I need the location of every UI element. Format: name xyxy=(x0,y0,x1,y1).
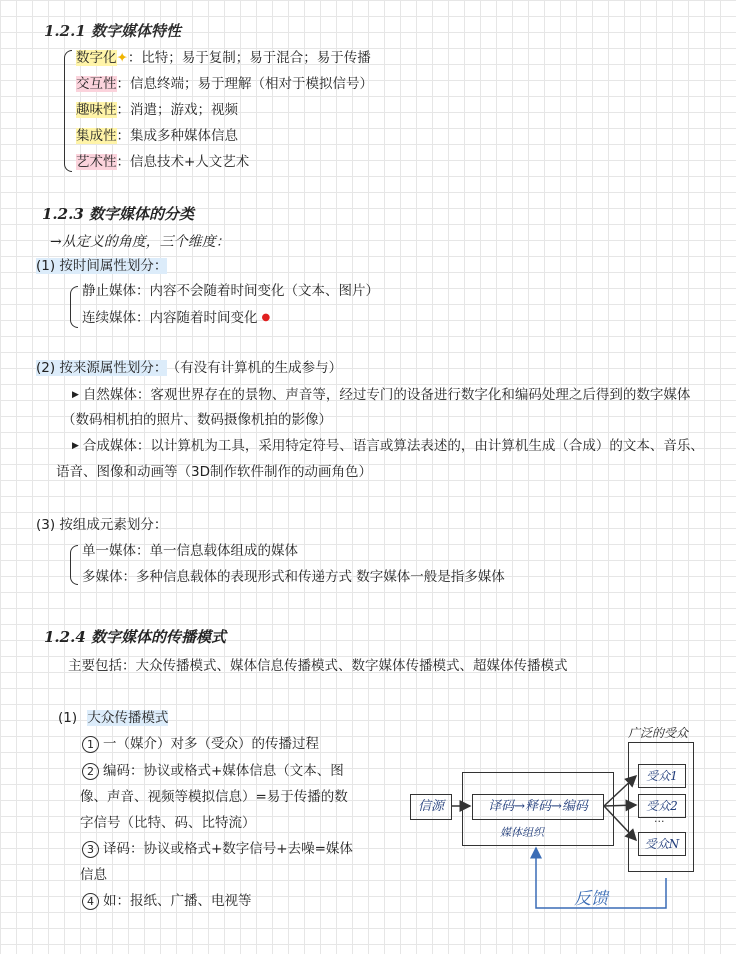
audience-2-box: 受众2 xyxy=(638,794,686,818)
step-2-line-3: 字信号（比特、码、比特流） xyxy=(80,815,256,831)
source-attr-label: (2) 按来源属性划分： （有没有计算机的生成参与） xyxy=(36,360,343,376)
feature-interactive xyxy=(76,74,373,94)
continuous-media: 连续媒体：内容随着时间变化 ● xyxy=(82,310,271,326)
process-box: 译码→释码→编码 xyxy=(472,794,604,820)
audience-ellipsis: ... xyxy=(654,812,665,825)
step-2: 2 编码：协议或格式+媒体信息（文本、图 xyxy=(82,761,344,781)
feature-term: 艺术性 xyxy=(76,154,117,170)
natural-media: ▶ 自然媒体：客观世界存在的景物、声音等，经过专门的设备进行数字化和编码处理之后得到的数字媒体 xyxy=(72,387,691,403)
time-attr-label: (1) 按时间属性划分： xyxy=(36,258,168,274)
feature-term: 集成性 xyxy=(76,128,117,144)
step-number: 2 xyxy=(82,763,99,780)
synthetic-media: ▶ 合成媒体：以计算机为工具，采用特定符号、语言或算法表述的，由计算机生成（合成）的文本、音乐、 xyxy=(72,438,704,454)
audience-n-box: 受众N xyxy=(638,832,686,856)
step-2-line-2: 像、声音、视频等模拟信息）=易于传播的数 xyxy=(80,789,348,805)
feature-term: 数字化 xyxy=(76,50,117,66)
triangle-bullet-icon: ▶ xyxy=(72,441,79,451)
star-icon: ✦ xyxy=(116,50,128,66)
red-dot-icon: ● xyxy=(261,312,271,323)
feature-desc: ：集成多种媒体信息 xyxy=(116,128,238,144)
heading-1-2-1: 1.2.1 数字媒体特性 xyxy=(44,22,181,40)
feature-desc: ：信息终端；易于理解（相对于模拟信号） xyxy=(116,76,373,92)
feature-integration xyxy=(76,126,238,146)
audience-group-label: 广泛的受众 xyxy=(628,726,689,740)
step-number: 3 xyxy=(82,841,99,858)
step-3: 3 译码：协议或格式+数字信号+去噪=媒体 xyxy=(82,839,353,859)
feature-art xyxy=(76,152,249,172)
feature-fun xyxy=(76,100,238,120)
media-org-label: 媒体组织 xyxy=(500,826,544,839)
classification-intro: →从定义的角度，三个维度： xyxy=(50,234,230,250)
elements-label: (3) 按组成元素划分： xyxy=(36,517,168,533)
step-number: 1 xyxy=(82,736,99,753)
synthetic-media-example: 语音、图像和动画等（3D制作软件制作的动画角色） xyxy=(56,464,372,480)
natural-media-example: （数码相机拍的照片、数码摄像机拍的影像） xyxy=(62,412,332,428)
step-number: 4 xyxy=(82,893,99,910)
brace-time xyxy=(70,286,78,328)
triangle-bullet-icon: ▶ xyxy=(72,390,79,400)
heading-1-2-3: 1.2.3 数字媒体的分类 xyxy=(42,205,194,223)
mass-mode-label: (1) 大众传播模式 xyxy=(58,710,169,726)
modes-summary: 主要包括：大众传播模式、媒体信息传播模式、数字媒体传播模式、超媒体传播模式 xyxy=(68,658,568,674)
feature-desc: ：比特；易于复制；易于混合；易于传播 xyxy=(127,50,371,66)
brace-elements xyxy=(70,545,78,585)
feature-desc: ：消遣；游戏；视频 xyxy=(116,102,238,118)
step-4: 4 如：报纸、广播、电视等 xyxy=(82,891,252,911)
step-1: 1 一（媒介）对多（受众）的传播过程 xyxy=(82,734,319,754)
source-box: 信源 xyxy=(410,794,452,820)
heading-1-2-4: 1.2.4 数字媒体的传播模式 xyxy=(44,628,226,646)
feedback-label: 反馈 xyxy=(574,889,608,909)
step-3-line-2: 信息 xyxy=(80,867,107,883)
feature-term: 交互性 xyxy=(76,76,117,92)
brace-1-2-1 xyxy=(64,50,72,172)
static-media: 静止媒体：内容不会随着时间变化（文本、图片） xyxy=(82,283,379,299)
feature-term: 趣味性 xyxy=(76,102,117,118)
multimedia: 多媒体：多种信息载体的表现形式和传递方式 数字媒体一般是指多媒体 xyxy=(82,569,505,585)
feature-desc: ：信息技术+人文艺术 xyxy=(116,154,250,170)
feature-digital xyxy=(76,48,371,68)
single-media: 单一媒体：单一信息载体组成的媒体 xyxy=(82,543,298,559)
audience-1-box: 受众1 xyxy=(638,764,686,788)
